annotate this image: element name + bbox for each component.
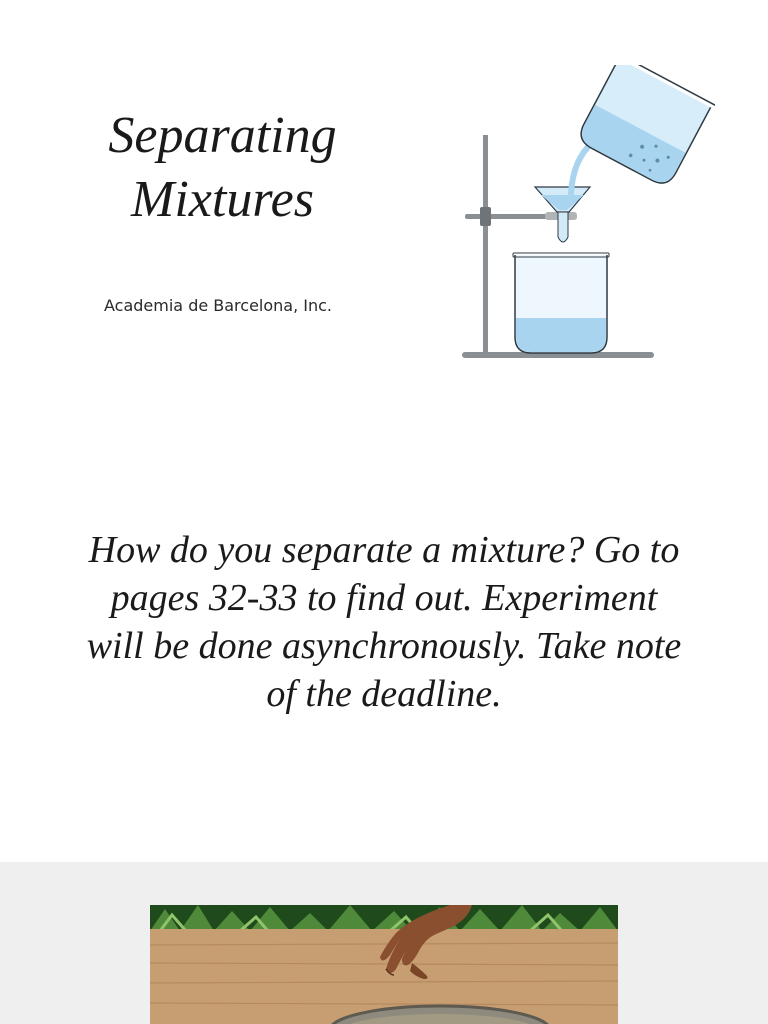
filtration-apparatus-icon xyxy=(455,65,715,365)
hand-sprinkling-into-bowl-image xyxy=(150,905,618,1024)
organization-subtitle: Academia de Barcelona, Inc. xyxy=(104,296,333,315)
assignment-instructions: How do you separate a mixture? Go to pages 32-33 to find out. Experiment will be done asynchronously. Take note of the deadline. xyxy=(86,529,682,715)
title-line-1: Separating xyxy=(108,107,337,164)
title-line-2: Mixtures xyxy=(131,171,314,228)
page-title xyxy=(70,104,375,232)
